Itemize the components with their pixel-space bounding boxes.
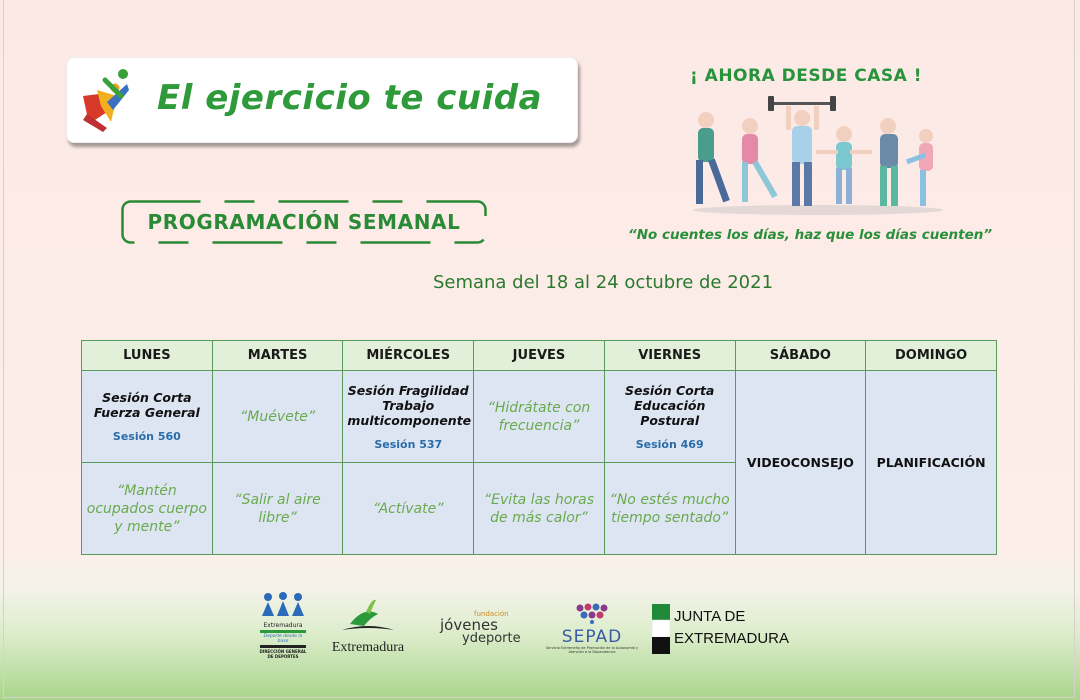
extremadura-name: Extremadura	[331, 640, 405, 655]
exercising-seniors-illustration	[688, 96, 948, 216]
jovenes-deporte-logo	[436, 610, 536, 650]
cell-martes-motto	[212, 371, 343, 463]
table-row	[82, 371, 997, 463]
dg-tagline: Deporte desde la base	[263, 634, 303, 644]
session-title: Sesión Corta Fuerza General	[93, 390, 200, 420]
day-header-martes: MARTES	[212, 341, 343, 371]
table-header-row	[82, 341, 997, 371]
cell-viernes-session[interactable]	[604, 371, 735, 463]
session-link[interactable]: Sesión 469	[635, 437, 704, 451]
cell-lunes-session[interactable]	[82, 371, 213, 463]
motto-text: “Muévete”	[240, 408, 316, 425]
people-icon	[258, 592, 308, 618]
cell-lunes-motto	[82, 463, 213, 555]
day-header-miercoles: MIÉRCOLES	[343, 341, 474, 371]
day-header-sabado: SÁBADO	[735, 341, 866, 371]
weekly-program-label	[121, 200, 487, 244]
dg-name: Extremadura	[263, 622, 303, 629]
junta-line1: JUNTA DE	[674, 608, 746, 625]
motivational-quote: “No cuentes los días, haz que los días cuenten”	[628, 227, 993, 243]
session-link[interactable]: Sesión 537	[374, 437, 443, 451]
motto-text: “Salir al aire libre”	[234, 491, 321, 526]
session-title: Sesión Corta Educación Postural	[624, 382, 715, 428]
sponsor-logos	[250, 592, 790, 662]
cell-miercoles-session[interactable]	[343, 371, 474, 463]
motto-text: “Hidrátate con frecuencia”	[487, 399, 591, 434]
junta-line2: EXTREMADURA	[674, 630, 790, 647]
sepad-sub: Servicio Extremeño de Promoción de la Autonomía y Atención a la Dependencia	[545, 646, 639, 654]
sepad-logo	[540, 602, 644, 654]
extremadura-bird-icon	[320, 596, 416, 636]
day-header-domingo: DOMINGO	[866, 341, 997, 371]
cell-martes-motto	[212, 463, 343, 555]
cell-miercoles-motto	[343, 463, 474, 555]
weekly-schedule-table	[81, 340, 997, 555]
now-from-home-heading: ¡ AHORA DESDE CASA !	[690, 66, 922, 86]
motto-text: “Mantén ocupados cuerpo y mente”	[86, 482, 207, 535]
jovenes-sub: ydeporte	[462, 631, 521, 646]
cell-jueves-motto	[474, 463, 605, 555]
cell-domingo[interactable]: PLANIFICACIÓN	[866, 371, 997, 555]
dg-dept: DIRECCIÓN GENERAL DE DEPORTES	[259, 649, 307, 659]
weekly-program-text: PROGRAMACIÓN SEMANAL	[147, 210, 461, 234]
program-title: El ejercicio te cuida	[157, 78, 543, 118]
motto-text: “No estés mucho tiempo sentado”	[609, 491, 730, 526]
extremadura-logo	[320, 596, 416, 656]
day-header-lunes: LUNES	[82, 341, 213, 371]
day-header-viernes: VIERNES	[604, 341, 735, 371]
motto-text: “Evita las horas de más calor”	[483, 491, 594, 526]
flag-icon	[652, 604, 670, 654]
title-banner	[66, 57, 578, 143]
jovenes-top: fundación	[474, 610, 509, 618]
session-title: Sesión Fragilidad Trabajo multicomponente	[347, 382, 472, 428]
exercise-logo-icon	[77, 66, 137, 132]
cell-sabado[interactable]: VIDEOCONSEJO	[735, 371, 866, 555]
day-header-jueves: JUEVES	[474, 341, 605, 371]
junta-extremadura-logo	[652, 604, 790, 654]
session-link[interactable]: Sesión 560	[112, 430, 181, 443]
dg-deportes-logo	[258, 592, 308, 659]
sepad-name: SEPAD	[561, 627, 623, 647]
cell-viernes-motto	[604, 463, 735, 555]
jovenes-main: jóvenes	[440, 616, 499, 634]
week-range: Semana del 18 al 24 octubre de 2021	[432, 272, 774, 293]
sepad-dots-icon	[540, 602, 644, 624]
cell-jueves-motto	[474, 371, 605, 463]
motto-text: “Actívate”	[373, 500, 444, 517]
